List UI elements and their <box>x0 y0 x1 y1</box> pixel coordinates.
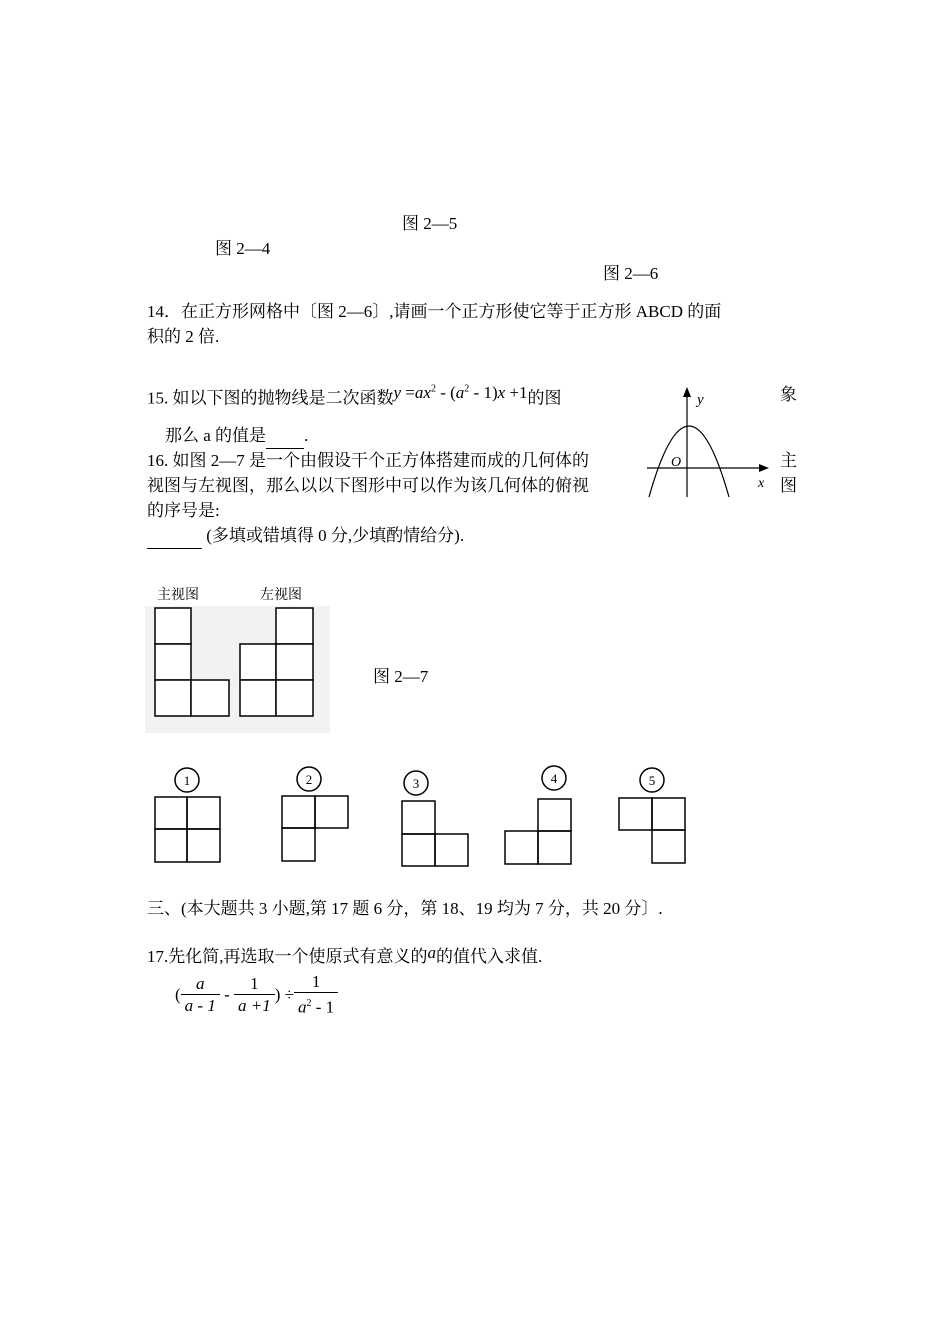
option-2-number: 2 <box>305 772 313 787</box>
three-view-figure <box>145 578 330 733</box>
q16-line1-tail: 主 <box>780 451 797 470</box>
figure-label-2-5: 图 2—5 <box>402 214 458 233</box>
q17-var: a <box>427 943 436 962</box>
q15-suffix: 的图 <box>527 388 562 408</box>
section-3-heading: 三、(本大题共 3 小题,第 17 题 6 分，第 18、19 均为 7 分，共 20 分〕. <box>147 899 663 918</box>
figure-label-2-7: 图 2—7 <box>373 667 429 686</box>
y-axis-label: y <box>697 392 704 408</box>
q16-line4 <box>147 524 464 549</box>
q17-fraction-2: $\frac{1}{a +1}$ <box>234 974 275 1017</box>
q17-line1 <box>147 945 542 969</box>
q17-prefix: 17.先化简,再选取一个使原式有意义的 <box>147 947 428 966</box>
q16-line4-text: (多填或错填得 0 分,少填酌情给分). <box>202 526 465 545</box>
option-4 <box>505 766 571 864</box>
option-figures <box>145 760 705 875</box>
q15-formula: $y =ax^2 - (a^2 - 1)x +1$ <box>393 382 528 402</box>
q16-line2-tail: 图 <box>780 476 797 495</box>
q17-suffix: 的值代入求值. <box>436 947 543 966</box>
q17-expression: ( $\frac{a}{a - 1}$ - $\frac{1}{a +1}$ ) ÷ $\frac{1}{a^2 - 1}$ <box>175 972 338 1019</box>
q16-line1: 16. 如图 2—7 是一个由假设干个正方体搭建而成的几何体的 <box>147 451 589 470</box>
front-view-title: 主视图 <box>157 588 199 603</box>
q15-line1 <box>147 383 562 411</box>
q15-line2 <box>165 424 308 449</box>
option-4-number: 4 <box>550 771 558 786</box>
q15-prefix: 15. 如以下图的抛物线是二次函数 <box>147 388 394 408</box>
q16-line3: 的序号是: <box>147 501 220 520</box>
q14-line2: 积的 2 倍. <box>147 327 220 346</box>
q16-answer-blank[interactable] <box>147 524 202 549</box>
q17-fraction-3: $\frac{1}{a^2 - 1}$ <box>294 972 338 1019</box>
option-5-number: 5 <box>648 773 656 788</box>
option-2 <box>282 767 348 861</box>
q16-line2: 视图与左视图，那么以以下图形中可以作为该几何体的俯视 <box>147 476 589 495</box>
q15-tail: 象 <box>780 385 797 404</box>
q15-answer-blank[interactable] <box>266 424 304 449</box>
figure-label-2-4: 图 2—4 <box>215 239 271 258</box>
parabola-graph <box>645 385 775 500</box>
x-axis-arrow <box>759 464 769 472</box>
option-3-number: 3 <box>412 776 420 791</box>
origin-label: O <box>671 455 682 470</box>
parabola-curve <box>649 426 729 497</box>
q17-fraction-1: $\frac{a}{a - 1}$ <box>181 974 220 1017</box>
figure-label-2-6: 图 2—6 <box>603 264 659 283</box>
q15-line2-end: . <box>304 426 309 445</box>
option-1-number: 1 <box>183 773 191 788</box>
q15-line2-text: 那么 a 的值是 <box>165 426 267 445</box>
x-axis-label: x <box>758 476 765 491</box>
q14-line1: 14．在正方形网格中〔图 2—6〕,请画一个正方形使它等于正方形 ABCD 的面 <box>147 302 722 321</box>
left-view-title: 左视图 <box>260 588 302 603</box>
y-axis-arrow <box>683 387 691 397</box>
